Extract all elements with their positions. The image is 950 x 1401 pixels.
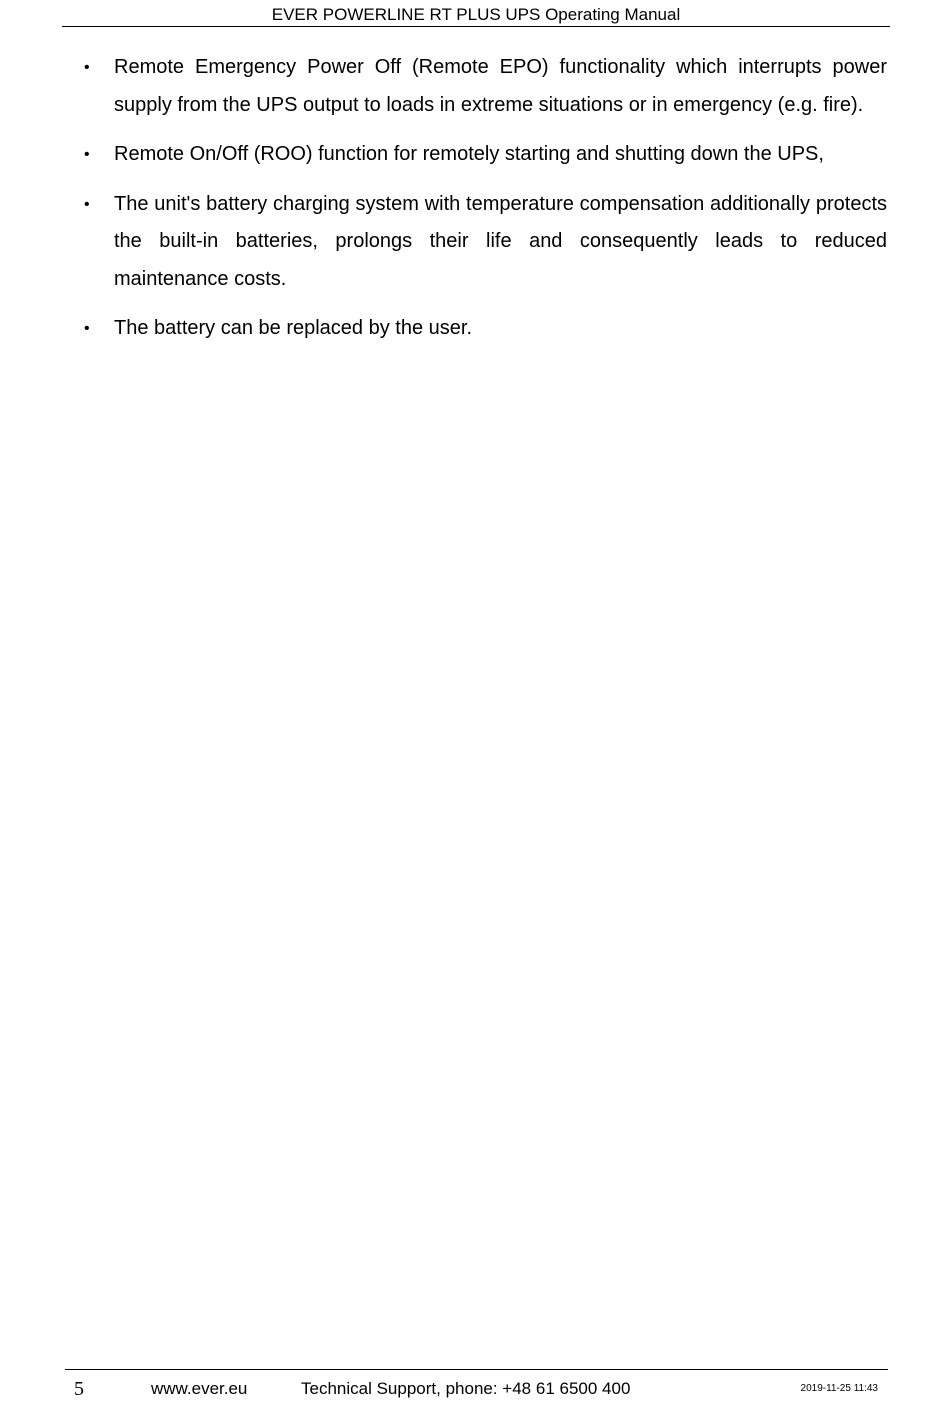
list-item [78, 186, 887, 299]
bullet-text: Remote Emergency Power Off (Remote EPO) functionality which interrupts power supply from the UPS output to loads in extreme situations or in emergency (e.g. fire). [114, 56, 887, 116]
bullet-icon: • [84, 59, 90, 76]
list-item [78, 136, 887, 174]
header-title: EVER POWERLINE RT PLUS UPS Operating Manual [271, 5, 681, 24]
feature-bullet-list [78, 49, 887, 360]
footer-date: 2019-11-25 11:43 [800, 1383, 878, 1394]
bullet-text: Remote On/Off (ROO) function for remotely starting and shutting down the UPS, [114, 143, 824, 165]
footer-support-phone: Technical Support, phone: +48 61 6500 400 [301, 1379, 631, 1398]
list-item [78, 310, 887, 348]
footer-website: www.ever.eu [151, 1379, 248, 1398]
bullet-text: The unit's battery charging system with temperature compensation additionally protects the built-in batteries, prolongs their life and consequently leads to reduced maintenance costs. [114, 192, 887, 290]
page-header [62, 0, 890, 27]
bullet-icon: • [84, 146, 90, 163]
page-footer [65, 1369, 888, 1401]
bullet-text: The battery can be replaced by the user. [114, 317, 472, 339]
bullet-icon: • [84, 195, 90, 213]
page-number: 5 [74, 1378, 84, 1400]
bullet-icon: • [84, 320, 90, 337]
list-item [78, 49, 887, 124]
